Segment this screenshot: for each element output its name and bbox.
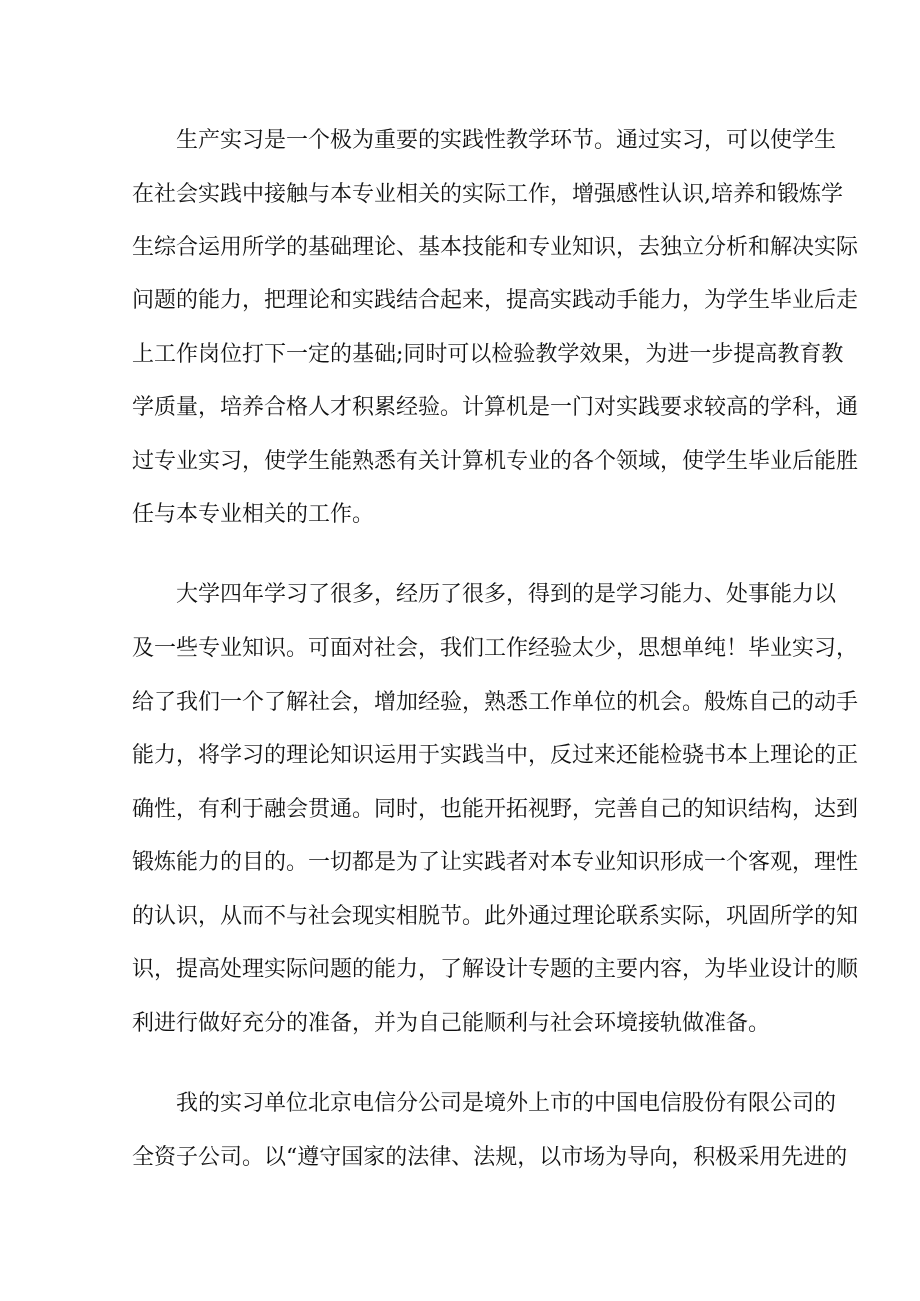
- paragraph-line: 我的实习单位北京电信分公司是境外上市的中国电信股份有限公司的: [176, 1091, 837, 1116]
- paragraph-line: 上工作岗位打下一定的基础;同时可以检验教学效果，为进一步提高教育教: [132, 342, 844, 367]
- paragraph-line: 问题的能力，把理论和实践结合起来，提高实践动手能力，为学生毕业后走: [132, 288, 859, 313]
- paragraph-line: 生产实习是一个极为重要的实践性教学环节。通过实习，可以使学生: [176, 128, 837, 153]
- paragraph-line: 利进行做好充分的准备，并为自己能顺利与社会环境接轨做准备。: [132, 1011, 771, 1036]
- paragraph-line: 生综合运用所学的基础理论、基本技能和专业知识，去独立分析和解决实际: [132, 235, 859, 260]
- paragraph-line: 的认识，从而不与社会现实相脱节。此外通过理论联系实际，巩固所学的知: [132, 904, 859, 929]
- paragraph-line: 在社会实践中接触与本专业相关的实际工作，增强感性认识,培养和锻炼学: [132, 182, 843, 207]
- paragraph-line: 大学四年学习了很多，经历了很多，得到的是学习能力、处事能力以: [176, 582, 837, 607]
- paragraph-line: 任与本专业相关的工作。: [132, 502, 375, 527]
- paragraph-line: 全资子公司。以“遵守国家的法律、法规，以市场为导向，积极采用先进的: [132, 1145, 848, 1170]
- paragraph-line: 及一些专业知识。可面对社会，我们工作经验太少，思想单纯！毕业实习，: [132, 636, 859, 661]
- paragraph-line: 过专业实习，使学生能熟悉有关计算机专业的各个领域，使学生毕业后能胜: [132, 449, 859, 474]
- paragraph-line: 给了我们一个了解社会，增加经验，熟悉工作单位的机会。般炼自己的动手: [132, 690, 859, 715]
- paragraph-line: 识，提高处理实际问题的能力，了解设计专题的主要内容，为毕业设计的顺: [132, 957, 859, 982]
- paragraph-line: 学质量，培养合格人才积累经验。计算机是一门对实践要求较高的学科，通: [132, 395, 859, 420]
- paragraph-line: 确性，有利于融会贯通。同时，也能开拓视野，完善自己的知识结构，达到: [132, 797, 859, 822]
- paragraph-line: 能力，将学习的理论知识运用于实践当中，反过来还能检骁书本上理论的正: [132, 743, 859, 768]
- paragraph-line: 锻炼能力的目的。一切都是为了让实践者对本专业知识形成一个客观，理性: [132, 850, 859, 875]
